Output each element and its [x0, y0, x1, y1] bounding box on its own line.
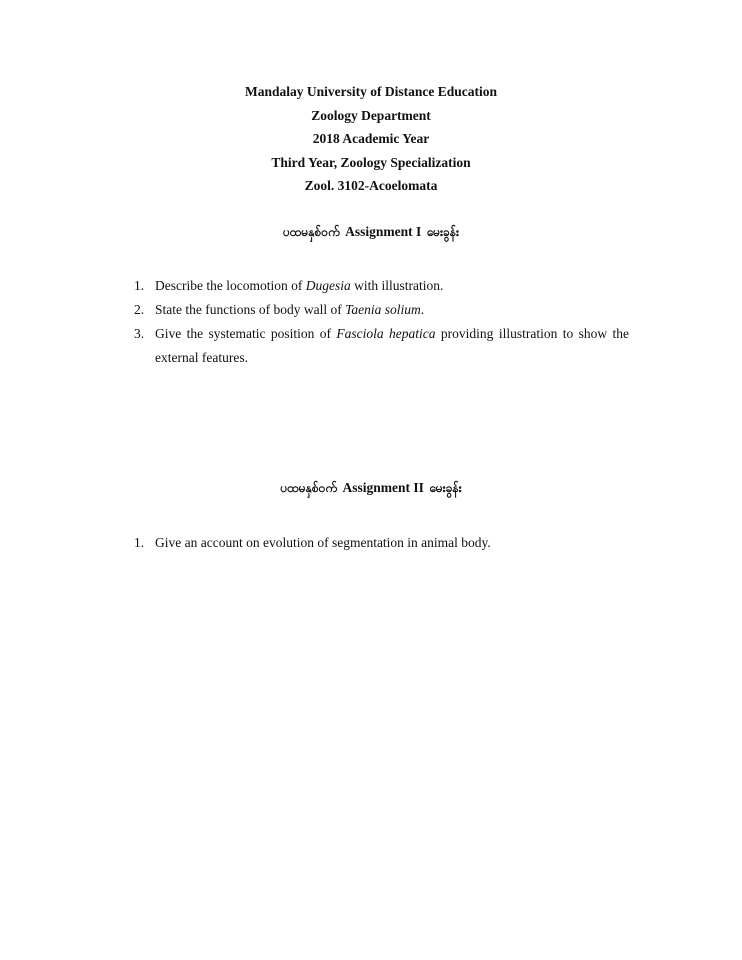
university-name: Mandalay University of Distance Education	[244, 84, 497, 99]
assignment-1-heading-title: Assignment I	[345, 224, 422, 239]
assignment-2-heading-title: Assignment II	[342, 480, 424, 495]
assignment-2-heading	[0, 478, 742, 498]
question-item	[0, 531, 742, 555]
question-text-part: State the functions of body wall of	[155, 302, 346, 317]
question-number: 1.	[134, 278, 145, 293]
species-name: Fasciola hepatica	[336, 326, 436, 341]
question-text-part: providing illustration to show the external features.	[155, 326, 629, 365]
question-text	[155, 322, 629, 370]
question-text-part: Give the systematic position of	[155, 326, 337, 341]
academic-year: 2018 Academic Year	[312, 131, 430, 146]
question-text	[155, 274, 629, 298]
assignment-2-heading-prefix: ပထမနှစ်ဝက်	[280, 481, 338, 495]
assignment-2-heading-suffix: မေးခွန်း	[429, 481, 462, 495]
assignment-2-question-list	[0, 531, 742, 555]
document-header	[0, 80, 742, 198]
species-name: Taenia solium	[345, 302, 421, 317]
question-number: 1.	[134, 535, 145, 550]
department-name: Zoology Department	[311, 107, 431, 123]
question-item	[0, 298, 742, 322]
assignment-1-heading	[0, 222, 742, 242]
question-item	[0, 322, 742, 370]
assignment-1-question-list	[0, 274, 742, 370]
course-code: Zool. 3102-Acoelomata	[304, 178, 438, 193]
question-text-part: Describe the locomotion of	[155, 278, 306, 293]
question-number: 3.	[134, 326, 145, 341]
question-item	[0, 274, 742, 298]
question-text: Give an account on evolution of segmentation in animal body.	[155, 535, 491, 550]
question-text-part: with illustration.	[350, 278, 444, 293]
year-specialization: Third Year, Zoology Specialization	[271, 154, 471, 170]
assignment-1-heading-prefix: ပထမနှစ်ဝက်	[282, 225, 340, 239]
assignment-1-heading-suffix: မေးခွန်း	[426, 225, 460, 239]
species-name: Dugesia	[305, 278, 351, 293]
question-number: 2.	[134, 302, 145, 317]
question-text-part: .	[420, 302, 425, 317]
question-text	[155, 298, 629, 322]
